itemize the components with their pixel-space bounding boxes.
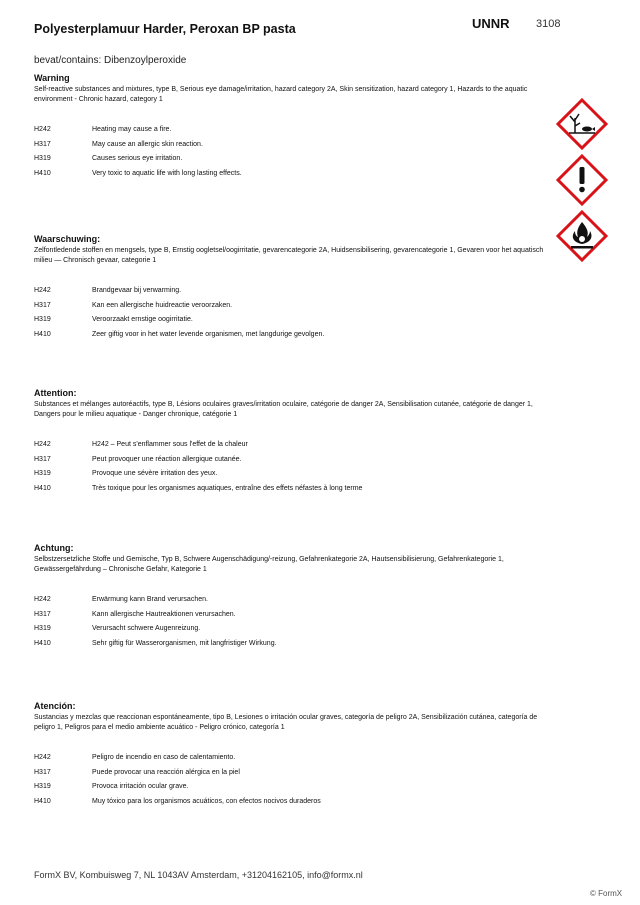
statement-code: H410 bbox=[34, 484, 51, 492]
statement-code: H410 bbox=[34, 330, 51, 338]
hazard-statement-row bbox=[34, 795, 544, 810]
hazard-statement-row bbox=[34, 313, 544, 328]
contains-line: bevat/contains: Dibenzoylperoxide bbox=[34, 55, 187, 66]
section-description: Self-reactive substances and mixtures, type B, Serious eye damage/irritation, hazard category 2A, Skin sensitization, hazard category 1, Hazards to the aquatic environment - Chronic hazard, category 1 bbox=[34, 86, 528, 103]
statement-code: H242 bbox=[34, 754, 51, 761]
section-title: Achtung: bbox=[34, 543, 74, 553]
statement-code: H319 bbox=[34, 316, 51, 323]
hazard-statements bbox=[34, 593, 544, 651]
section-description: Selbstzersetzliche Stoffe und Gemische, Typ B, Schwere Augenschädigung/-reizung, Gefahrenkategorie 2A, Hautsensibilisierung, Gefahrenkategorie 1, Gewässergefährdung – Chronische Gefahr, Kategorie 1 bbox=[34, 556, 504, 573]
statement-code: H319 bbox=[34, 625, 51, 632]
statement-code: H317 bbox=[34, 768, 51, 776]
hazard-statement-row bbox=[34, 152, 544, 167]
flame-icon bbox=[556, 210, 608, 262]
section-spanish bbox=[34, 701, 544, 809]
hazard-statement-row bbox=[34, 608, 544, 623]
statement-text: Très toxique pour les organismes aquatiques, entraîne des effets néfastes à long terme bbox=[92, 484, 363, 492]
hazard-statement-row bbox=[34, 637, 544, 652]
statement-text: Provoca irritación ocular grave. bbox=[92, 783, 189, 790]
statement-code: H410 bbox=[34, 169, 51, 177]
hazard-statement-row bbox=[34, 751, 544, 766]
statement-text: Kan een allergische huidreactie veroorzaken. bbox=[92, 301, 233, 309]
statement-code: H317 bbox=[34, 610, 51, 618]
section-title: Attention: bbox=[34, 388, 77, 398]
hazard-statement-row bbox=[34, 593, 544, 608]
statement-code: H317 bbox=[34, 455, 51, 463]
statement-text: Provoque une sévère irritation des yeux. bbox=[92, 470, 218, 477]
section-title: Atención: bbox=[34, 701, 76, 711]
hazard-statement-row bbox=[34, 766, 544, 781]
statement-text: Very toxic to aquatic life with long lasting effects. bbox=[92, 169, 242, 177]
statement-text: Causes serious eye irritation. bbox=[92, 155, 183, 162]
statement-text: Brandgevaar bij verwarming. bbox=[92, 287, 182, 294]
hazard-statement-row bbox=[34, 438, 544, 453]
product-code: UNNR bbox=[472, 16, 510, 31]
statement-code: H242 bbox=[34, 596, 51, 603]
footer-copyright: © FormX bbox=[590, 889, 623, 898]
statement-text: Kann allergische Hautreaktionen verursachen. bbox=[92, 610, 236, 618]
environment-hazard-icon bbox=[556, 98, 608, 150]
hazard-statement-row bbox=[34, 780, 544, 795]
statement-code: H242 bbox=[34, 126, 51, 133]
statement-text: Muy tóxico para los organismos acuáticos, con efectos nocivos duraderos bbox=[92, 797, 321, 805]
hazard-statement-row bbox=[34, 167, 544, 182]
section-description: Sustancias y mezclas que reaccionan espontáneamente, tipo B, Lesiones o irritación ocular graves, categoría de peligro 2A, Sensibilización cutánea, categoría de peligro 1, Peligros para el medio ambiente acuático - Peligro crónico, categoría 1 bbox=[34, 714, 538, 731]
statement-text: Peligro de incendio en caso de calentamiento. bbox=[92, 754, 236, 761]
statement-code: H317 bbox=[34, 140, 51, 148]
statement-text: Sehr giftig für Wasserorganismen, mit langfristiger Wirkung. bbox=[92, 639, 277, 647]
statement-text: H242 – Peut s'enflammer sous l'effet de la chaleur bbox=[92, 441, 248, 448]
hazard-statement-row bbox=[34, 622, 544, 637]
statement-text: Veroorzaakt ernstige oogirritatie. bbox=[92, 316, 193, 323]
statement-code: H242 bbox=[34, 287, 51, 294]
hazard-statement-row bbox=[34, 123, 544, 138]
statement-text: Peut provoquer une réaction allergique cutanée. bbox=[92, 455, 242, 463]
section-title: Waarschuwing: bbox=[34, 234, 101, 244]
product-number: 3108 bbox=[536, 18, 561, 30]
hazard-statements bbox=[34, 438, 544, 496]
section-english bbox=[34, 73, 544, 181]
section-dutch bbox=[34, 234, 544, 342]
hazard-statement-row bbox=[34, 138, 544, 153]
hazard-statements bbox=[34, 284, 544, 342]
hazard-statement-row bbox=[34, 482, 544, 497]
exclamation-mark-icon bbox=[556, 154, 608, 206]
statement-text: May cause an allergic skin reaction. bbox=[92, 140, 203, 148]
hazard-statement-row bbox=[34, 284, 544, 299]
section-german bbox=[34, 543, 544, 651]
statement-text: Zeer giftig voor in het water levende organismen, met langdurige gevolgen. bbox=[92, 330, 325, 338]
statement-code: H319 bbox=[34, 470, 51, 477]
footer-address: FormX BV, Kombuisweg 7, NL 1043AV Amsterdam, +31204162105, info@formx.nl bbox=[34, 870, 363, 880]
statement-code: H242 bbox=[34, 441, 51, 448]
statement-code: H319 bbox=[34, 783, 51, 790]
statement-code: H410 bbox=[34, 639, 51, 647]
hazard-statement-row bbox=[34, 453, 544, 468]
section-description: Substances et mélanges autoréactifs, type B, Lésions oculaires graves/irritation oculaire, catégorie de danger 2A, Sensibilisation cutanée, catégorie de danger 1, Dangers pour le milieu aquatique - Danger chronique, catégorie 1 bbox=[34, 401, 533, 418]
hazard-statements bbox=[34, 123, 544, 181]
statement-text: Verursacht schwere Augenreizung. bbox=[92, 625, 201, 632]
hazard-statements bbox=[34, 751, 544, 809]
hazard-statement-row bbox=[34, 299, 544, 314]
statement-code: H319 bbox=[34, 155, 51, 162]
section-description: Zelfontledende stoffen en mengsels, type B, Ernstig oogletsel/oogirritatie, gevarencategorie 2A, Huidsensibilisering, gevarencategorie 1, Gevaren voor het aquatisch milieu — Chronisch gevaar, categorie 1 bbox=[34, 247, 544, 264]
statement-text: Erwärmung kann Brand verursachen. bbox=[92, 596, 208, 603]
product-title: Polyesterplamuur Harder, Peroxan BP pasta bbox=[34, 22, 296, 36]
statement-code: H410 bbox=[34, 797, 51, 805]
statement-code: H317 bbox=[34, 301, 51, 309]
statement-text: Puede provocar una reacción alérgica en la piel bbox=[92, 768, 240, 776]
section-title: Warning bbox=[34, 73, 70, 83]
section-french bbox=[34, 388, 544, 496]
hazard-statement-row bbox=[34, 328, 544, 343]
hazard-statement-row bbox=[34, 467, 544, 482]
statement-text: Heating may cause a fire. bbox=[92, 126, 172, 133]
